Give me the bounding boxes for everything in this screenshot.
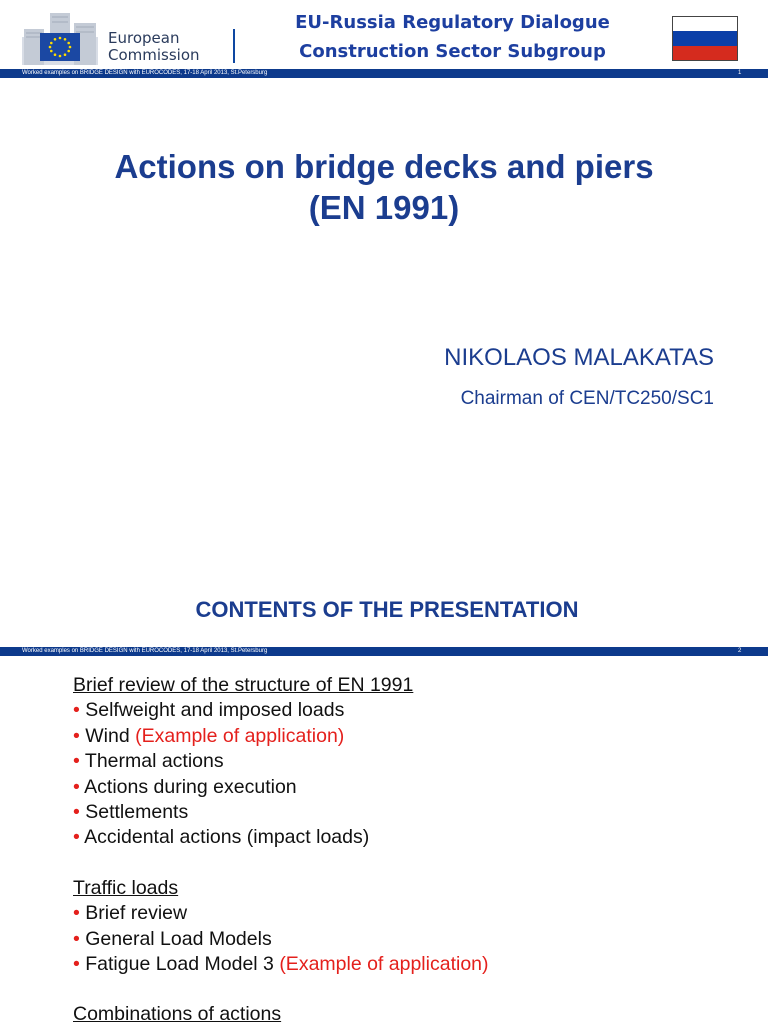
slide-title	[0, 146, 768, 228]
page-number: 1	[738, 70, 742, 76]
item-note: (Example of application)	[135, 724, 345, 747]
flag-stripe-blue	[673, 31, 737, 45]
logo-divider	[233, 29, 235, 63]
list-item	[73, 698, 489, 723]
list-item	[73, 800, 489, 825]
list-item	[73, 825, 489, 850]
list-item	[73, 927, 489, 952]
footer-band-slide-1	[0, 69, 768, 78]
russian-flag-icon	[672, 16, 738, 61]
list-item	[73, 775, 489, 800]
bullet-icon: •	[73, 952, 80, 975]
footer-text: Worked examples on BRIDGE DESIGN with EUROCODES, 17-18 April 2013, St.Petersburg	[22, 648, 268, 654]
contents-heading: CONTENTS OF THE PRESENTATION	[195, 597, 579, 622]
bullet-icon: •	[73, 800, 80, 823]
title-line: (EN 1991)	[308, 189, 460, 226]
section-heading: Combinations of actions	[73, 1003, 282, 1026]
list-item	[73, 749, 489, 774]
bullet-icon: •	[73, 724, 80, 747]
dialogue-line: EU-Russia Regulatory Dialogue	[295, 12, 610, 33]
bullet-icon: •	[73, 750, 80, 773]
page-number: 2	[738, 648, 742, 654]
list-item	[73, 901, 489, 926]
item-text: Settlements	[85, 800, 189, 823]
spacer	[73, 977, 489, 1002]
section-heading: Traffic loads	[73, 876, 179, 899]
item-text: Accidental actions (impact loads)	[84, 826, 370, 849]
footer-band-slide-2	[0, 647, 768, 656]
flag-stripe-white	[673, 17, 737, 31]
title-line: Actions on bridge decks and piers	[114, 148, 654, 185]
author-role: Chairman of CEN/TC250/SC1	[460, 388, 714, 409]
bullet-icon: •	[73, 826, 80, 849]
bullet-icon: •	[73, 775, 80, 798]
section-heading: Brief review of the structure of EN 1991	[73, 674, 414, 696]
item-text: Actions during execution	[84, 775, 297, 798]
spacer	[73, 851, 489, 876]
list-item	[73, 952, 489, 977]
item-text: Wind	[85, 724, 130, 747]
item-note: (Example of application)	[279, 952, 489, 975]
bullet-icon: •	[73, 927, 80, 950]
bullet-icon: •	[73, 699, 80, 722]
item-text: Thermal actions	[84, 750, 224, 773]
author-name: NIKOLAOS MALAKATAS	[444, 344, 714, 371]
item-text: Selfweight and imposed loads	[85, 699, 345, 722]
logo-line: European	[108, 29, 180, 47]
logo-text	[108, 30, 200, 64]
list-item	[73, 724, 489, 749]
footer-text: Worked examples on BRIDGE DESIGN with EUROCODES, 17-18 April 2013, St.Petersburg	[22, 70, 268, 76]
flag-stripe-red	[673, 46, 737, 60]
item-text: Fatigue Load Model 3	[85, 952, 274, 975]
dialogue-line: Construction Sector Subgroup	[299, 41, 606, 62]
dialogue-title	[250, 8, 655, 66]
logo-line: Commission	[108, 46, 200, 64]
item-text: Brief review	[85, 902, 188, 925]
berlaymont-building-icon	[22, 7, 98, 65]
bullet-icon: •	[73, 902, 80, 925]
contents-list	[73, 673, 489, 1028]
item-text: General Load Models	[85, 927, 272, 950]
